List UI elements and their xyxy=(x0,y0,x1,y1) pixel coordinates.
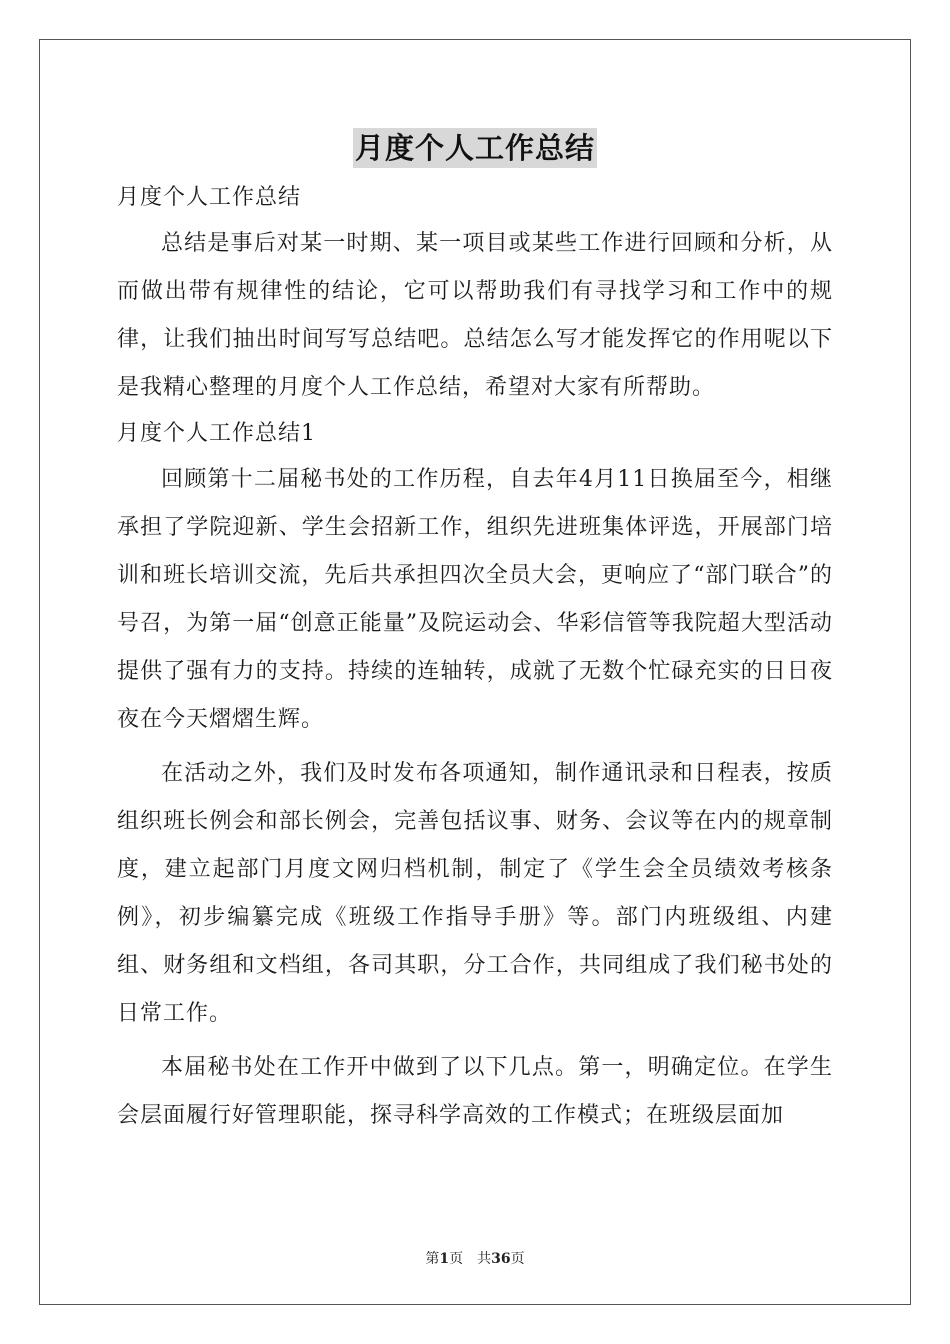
document-body xyxy=(117,176,833,1140)
body-paragraph-1: 回顾第十二届秘书处的工作历程，自去年4月11日换届至今，相继承担了学院迎新、学生会招新工作，组织先进班集体评选，开展部门培训和班长培训交流，先后共承担四次全员大会，更响应了“部门联合”的号召，为第一届“创意正能量”及院运动会、华彩信管等我院超大型活动提供了强有力的支持。持续的连轴转，成就了无数个忙碌充实的日日夜夜在今天熠熠生辉。 xyxy=(117,467,833,732)
current-page-number: 1 xyxy=(439,1251,450,1267)
section-heading-1: 月度个人工作总结1 xyxy=(117,421,316,446)
page-suffix: 页 xyxy=(510,1251,525,1267)
total-page-count: 36 xyxy=(491,1251,511,1267)
title-container xyxy=(0,128,950,168)
page-footer xyxy=(0,1248,950,1268)
intro-paragraph: 总结是事后对某一时期、某一项目或某些工作进行回顾和分析，从而做出带有规律性的结论，它可以帮助我们有寻找学习和工作中的规律，让我们抽出时间写写总结吧。总结怎么写才能发挥它的作用呢以下是我精心整理的月度个人工作总结，希望对大家有所帮助。 xyxy=(117,231,833,400)
body-paragraph-3: 本届秘书处在工作开中做到了以下几点。第一，明确定位。在学生会层面履行好管理职能，探寻科学高效的工作模式；在班级层面加 xyxy=(117,1055,833,1128)
page-mid: 页 共 xyxy=(449,1251,492,1267)
page-prefix: 第 xyxy=(425,1251,440,1267)
document-title: 月度个人工作总结 xyxy=(353,128,597,168)
body-paragraph-2: 在活动之外，我们及时发布各项通知，制作通讯录和日程表，按质组织班长例会和部长例会，完善包括议事、财务、会议等在内的规章制度，建立起部门月度文网归档机制，制定了《学生会全员绩效考核条例》，初步编纂完成《班级工作指导手册》等。部门内班级组、内建组、财务组和文档组，各司其职，分工合作，共同组成了我们秘书处的日常工作。 xyxy=(117,761,833,1026)
document-subtitle: 月度个人工作总结 xyxy=(117,185,302,210)
